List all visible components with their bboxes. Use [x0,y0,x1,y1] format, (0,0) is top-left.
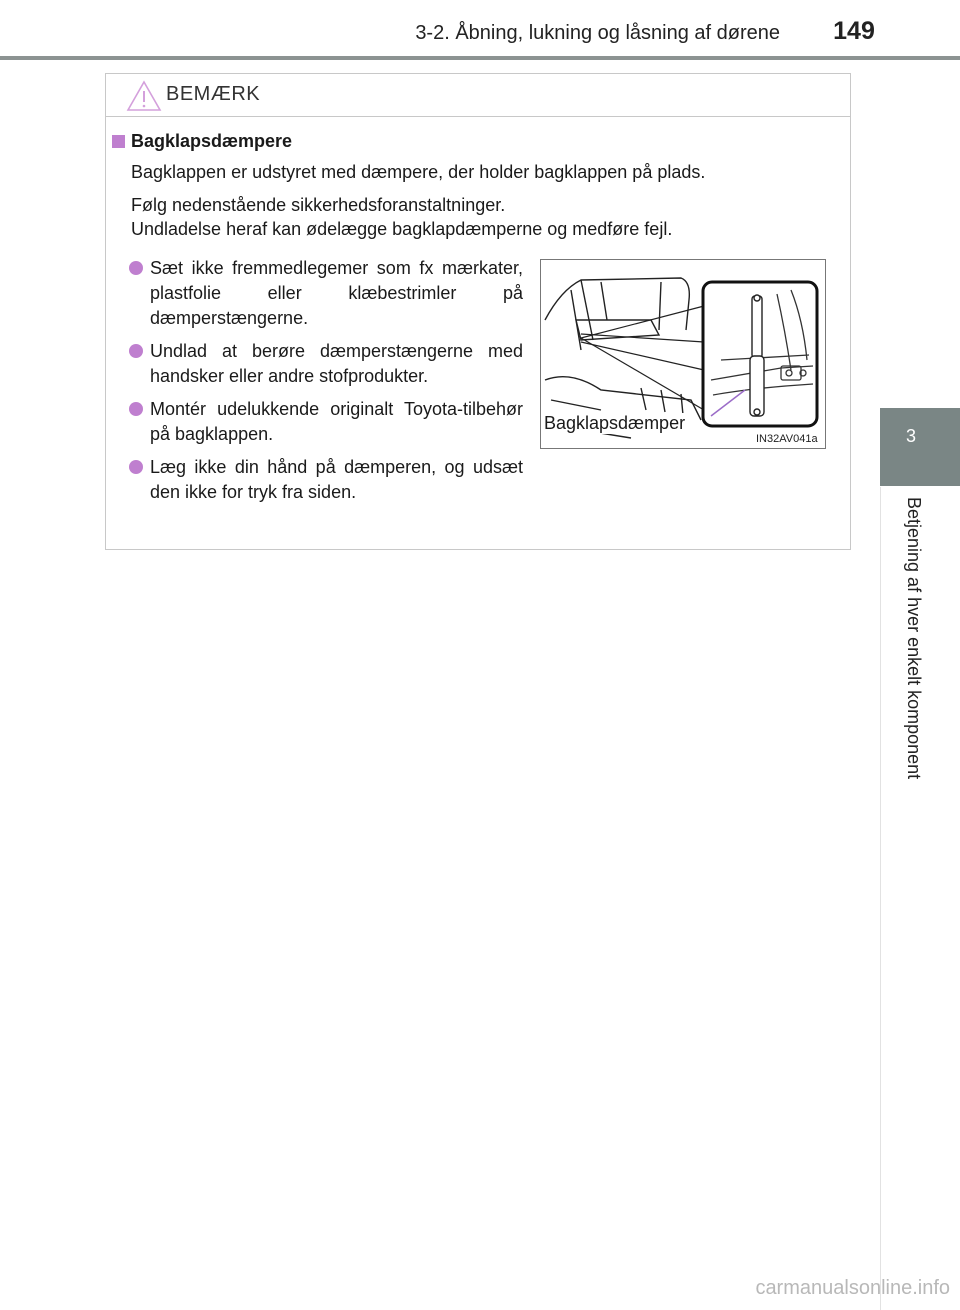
list-item-text: Undlad at berøre dæmperstængerne med handsker eller andre stofprodukter. [150,341,523,386]
notice-title: BEMÆRK [166,83,261,105]
list-item [129,397,523,447]
watermark: carmanualsonline.info [755,1277,950,1299]
figure-code: IN32AV041a [756,433,818,445]
list-item-text: Læg ikke din hånd på dæmperen, og udsæt den ikke for tryk fra siden. [150,457,523,502]
section-heading: Bagklapsdæmpere [131,131,293,151]
list-item [129,339,523,389]
notice-header [106,74,850,117]
list-item [129,256,523,331]
list-item [129,455,523,505]
bullet-dot-icon [129,460,143,474]
figure-callout-label: Bagklapsdæmper [544,413,686,433]
precaution-list [129,256,523,513]
header-rule [0,56,960,60]
warning-triangle-icon [126,80,162,112]
bullet-dot-icon [129,402,143,416]
list-item-text: Montér udelukkende originalt Toyota-tilbehør på bagklappen. [150,399,523,444]
running-header-title: 3-2. Åbning, lukning og låsning af dørene [415,22,780,44]
paragraph-consequence: Undladelse heraf kan ødelægge bagklapdæmperne og medføre fejl. [131,219,673,239]
tailgate-damper-illustration [540,259,826,449]
section-marker-icon [112,135,125,148]
chapter-number: 3 [905,426,916,446]
bullet-dot-icon [129,261,143,275]
paragraph-intro: Bagklappen er udstyret med dæmpere, der holder bagklappen på plads. [131,162,706,182]
chapter-tab [880,408,960,486]
paragraph-precautions: Følg nedenstående sikkerhedsforanstaltninger. [131,195,506,215]
page-number: 149 [833,17,875,45]
list-item-text: Sæt ikke fremmedlegemer som fx mærkater, plastfolie eller klæbestrimler på dæmperstængerne. [150,258,523,328]
chapter-label: Betjening af hver enkelt komponent [904,497,924,780]
bullet-dot-icon [129,344,143,358]
